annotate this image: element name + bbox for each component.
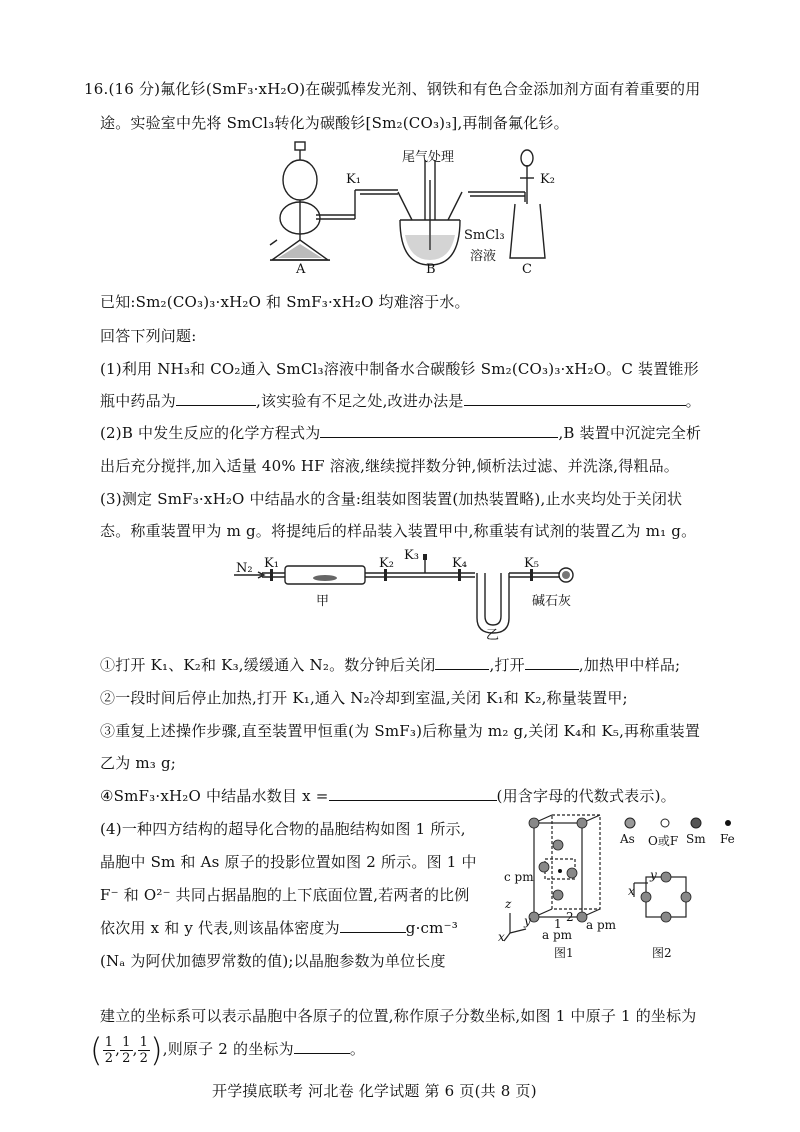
part4-line5: (Nₐ 为阿伏加德罗常数的值);以晶胞参数为单位长度 — [100, 952, 446, 970]
blank-open-valves[interactable] — [525, 655, 579, 670]
blank-improvement[interactable] — [464, 391, 686, 406]
blank-x-expression[interactable] — [329, 786, 497, 801]
part2-line2: 出后充分搅拌,加入适量 40% HF 溶液,继续搅拌数分钟,倾析法过滤、并洗涤,得粗品。 — [100, 457, 680, 475]
step1: ①打开 K₁、K₂和 K₃,缓缓通入 N₂。数分钟后关闭 ,打开 ,加热甲中样品; — [100, 656, 681, 674]
part4-line1: (4)一种四方结构的超导化合物的晶胞结构如图 1 所示, — [100, 820, 466, 838]
known-info: 已知:Sm₂(CO₃)₃·xH₂O 和 SmF₃·xH₂O 均难溶于水。 — [100, 293, 470, 311]
valve-k4-label: K₄ — [452, 556, 467, 571]
apparatus-jia-label: 甲 — [316, 594, 330, 609]
smcl3-label: SmCl₃ — [464, 228, 505, 243]
part2-line1: (2)B 中发生反应的化学方程式为 ,B 装置中沉淀完全析 — [100, 424, 702, 442]
n2-inlet-label: N₂ — [236, 561, 253, 576]
part4-line7: ( $\frac{1}{2}$ , $\frac{1}{2}$ , $\frac{1}{2}$ ),则原子 2 的坐标为 。 — [90, 1031, 366, 1069]
axis-y-label-2: y — [650, 868, 657, 882]
valve-k1-label: K₁ — [346, 172, 361, 187]
coord-fraction-3: $\frac{1}{2}$ — [139, 1034, 149, 1066]
axis-x-label-2: x — [628, 884, 635, 898]
question-16-line2: 途。实验室中先将 SmCl₃转化为碳酸钐[Sm₂(CO₃)₃],再制备氟化钐。 — [100, 114, 569, 132]
axis-z-label: z — [505, 897, 512, 911]
part4-line2: 晶胞中 Sm 和 As 原子的投影位置如图 2 所示。图 1 中 — [100, 853, 477, 871]
legend-as: As — [620, 832, 635, 846]
answer-intro: 回答下列问题: — [100, 327, 197, 345]
blank-b-equation[interactable] — [320, 423, 558, 438]
part4-line4: 依次用 x 和 y 代表,则该晶体密度为 g·cm⁻³ — [100, 919, 458, 937]
apparatus-c-label: C — [522, 262, 532, 277]
step3-line1: ③重复上述操作步骤,直至装置甲恒重(为 SmF₃)后称量为 m₂ g,关闭 K₄和 K₅,再称重装置 — [100, 722, 701, 740]
legend-o-or-f: O或F — [648, 834, 679, 848]
part1-line1: (1)利用 NH₃和 CO₂通入 SmCl₃溶液中制备水合碳酸钐 Sm₂(CO₃)₃·xH₂O。C 装置锥形 — [100, 360, 699, 378]
valve-k3-label: K₃ — [404, 548, 419, 563]
apparatus-abc-diagram — [0, 140, 800, 280]
part3-line2: 态。称重装置甲为 m g。将提纯后的样品装入装置甲中,称重装有试剂的装置乙为 m₁ g。 — [100, 522, 697, 540]
solution-label: 溶液 — [470, 249, 497, 264]
apparatus-yi-label: 乙 — [486, 628, 500, 643]
apparatus-a-label: A — [296, 262, 306, 277]
param-a-label-1: a pm — [542, 928, 573, 942]
param-c-label: c pm — [504, 870, 534, 884]
part3-line1: (3)测定 SmF₃·xH₂O 中结晶水的含量:组装如图装置(加热装置略),止水夹均处于关闭状 — [100, 490, 683, 508]
waste-gas-label: 尾气处理 — [402, 150, 455, 165]
part1-line2: 瓶中药品为 ,该实验有不足之处,改进办法是 。 — [100, 392, 701, 410]
apparatus-jia-yi-diagram — [0, 548, 800, 638]
figure-1-caption: 图1 — [554, 946, 574, 960]
part4-line6: 建立的坐标系可以表示晶胞中各原子的位置,称作原子分数坐标,如图 1 中原子 1 的坐标为 — [100, 1007, 697, 1025]
step3-line2: 乙为 m₃ g; — [100, 754, 177, 772]
valve-k2-label-2: K₂ — [379, 556, 394, 571]
blank-density[interactable] — [340, 918, 406, 933]
valve-k1-label-2: K₁ — [264, 556, 279, 571]
param-a-label-2: a pm — [586, 918, 617, 932]
page-footer: 开学摸底联考 河北卷 化学试题 第 6 页(共 8 页) — [212, 1082, 537, 1100]
axis-y-label: y — [524, 914, 531, 928]
atom-1-label: 1 — [554, 917, 562, 931]
question-16-line1: 16.(16 分)氟化钐(SmF₃·xH₂O)在碳弧棒发光剂、钢铁和有色合金添加剂方面有着重要的用 — [84, 80, 701, 98]
blank-atom2-coord[interactable] — [294, 1039, 350, 1054]
legend-sm: Sm — [686, 832, 706, 846]
step4: ④SmF₃·xH₂O 中结晶水数目 x = (用含字母的代数式表示)。 — [100, 787, 676, 805]
legend-fe: Fe — [720, 832, 735, 846]
valve-k5-label: K₅ — [524, 556, 539, 571]
coord-fraction-2: $\frac{1}{2}$ — [122, 1034, 131, 1066]
figure-2-caption: 图2 — [652, 946, 672, 960]
axis-x-label: x — [498, 930, 505, 944]
part4-line3: F⁻ 和 O²⁻ 共同占据晶胞的上下底面位置,若两者的比例 — [100, 886, 470, 904]
step2: ②一段时间后停止加热,打开 K₁,通入 N₂冷却到室温,关闭 K₁和 K₂,称量装置甲; — [100, 689, 628, 707]
soda-lime-label: 碱石灰 — [532, 594, 572, 609]
coord-fraction-1: $\frac{1}{2}$ — [104, 1034, 114, 1066]
blank-c-reagent[interactable] — [176, 391, 256, 406]
blank-close-valves[interactable] — [435, 655, 489, 670]
atom-2-label: 2 — [566, 910, 574, 924]
apparatus-b-label: B — [426, 262, 436, 277]
valve-k2-label: K₂ — [540, 172, 555, 187]
